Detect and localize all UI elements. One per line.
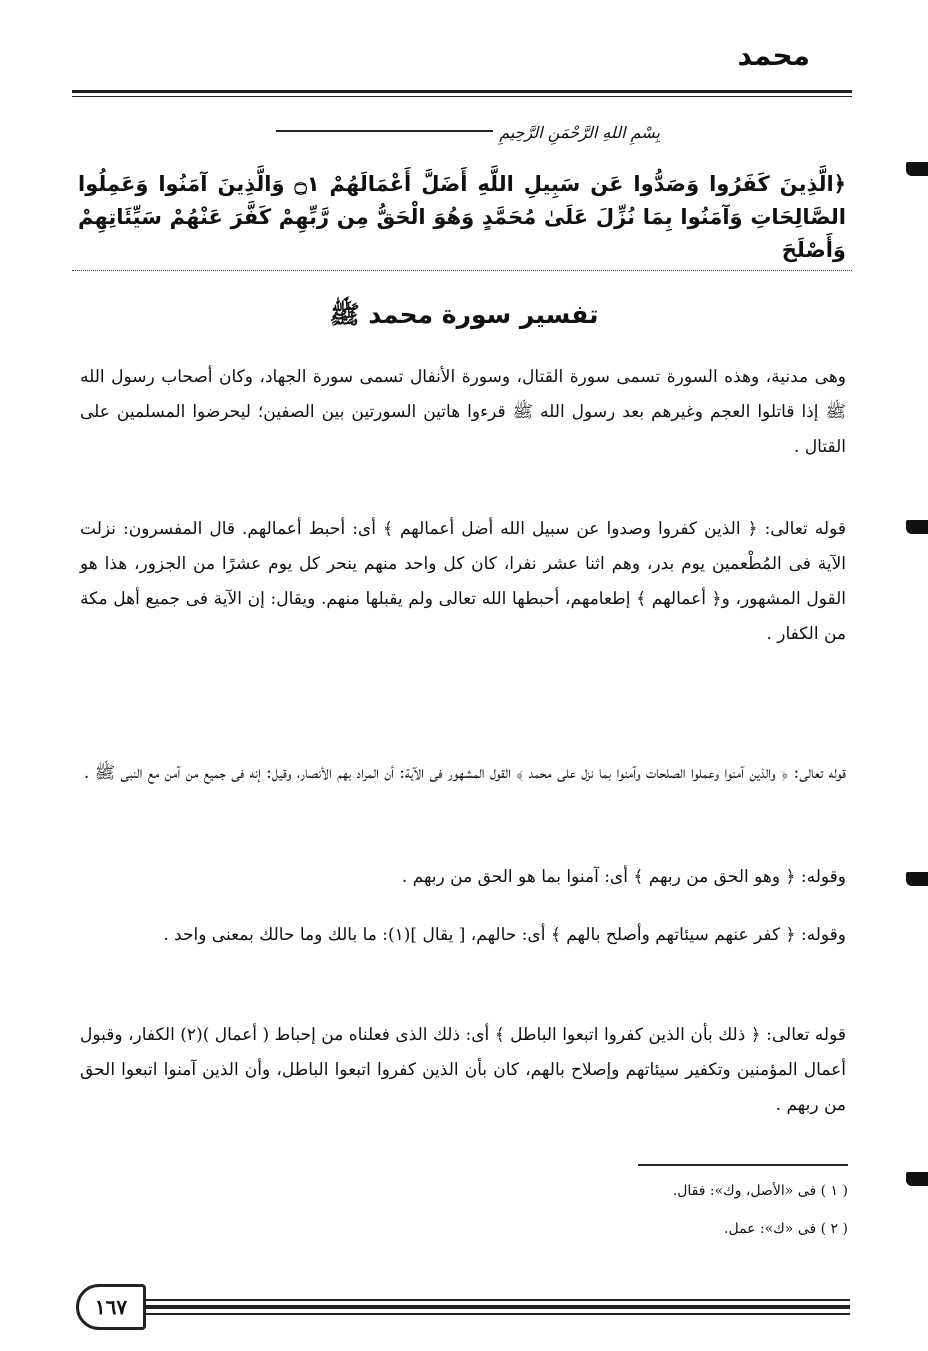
paragraph-verse-3: قوله تعالى: ﴿ ذلك بأن الذين كفروا اتبعوا الباطل ﴾ أى: ذلك الذى فعلناه من إحباط ( أعمال )(٢) الكفار، وقبول أعمال المؤمنين وتكفير سيئاتهم وإصلاح بالهم، كان بأن الذين كفروا اتبعوا الباطل، وأن الذين آمنوا اتبعوا الحق من ربهم . [80, 1025, 847, 1115]
paragraph-verse-2: قوله تعالى: ﴿ والذين آمنوا وعملوا الصلحات وآمنوا بما نزل على محمد ﴾ القول المشهور فى الآية: أن المراد بهم الأنصار، وقيل: إنه فى جميع من آمن مع النبى ﷺ . [83, 763, 846, 783]
quran-verse-block: ﴿الَّذِينَ كَفَرُوا وَصَدُّوا عَن سَبِيلِ اللَّهِ أَضَلَّ أَعْمَالَهُمْ ۝١ وَالَّذِينَ آمَنُوا وَعَمِلُوا الصَّالِحَاتِ وَآمَنُوا بِمَا نُزِّلَ عَلَىٰ مُحَمَّدٍ وَهُوَ الْحَقُّ مِن رَّبِّهِمْ كَفَّرَ عَنْهُمْ سَيِّئَاتِهِمْ وَأَصْلَحَ [78, 172, 846, 262]
footnote-rule [638, 1164, 848, 1166]
basmala-calligraphy [270, 108, 660, 142]
margin-tab-mark [906, 162, 928, 176]
running-header-surah-name: محمد [737, 39, 810, 72]
paragraph-expiation: وقوله: ﴿ كفر عنهم سيئاتهم وأصلح بالهم ﴾ أى: حالهم، [ يقال ](١): ما بالك وما حالك بمعنى واحد . [163, 925, 846, 945]
paragraph-verse-1: قوله تعالى: ﴿ الذين كفروا وصدوا عن سبيل الله أضل أعمالهم ﴾ أى: أحبط أعمالهم. قال المفسرون: نزلت الآية فى المُطْعمين يوم بدر، وهم اثنا عشر نفرا، كان كل واحد منهم ينحر كل يوم عشرًا من الجزور، هذا هو القول المشهور، و﴿ أعمالهم ﴾ إطعامهم، أحبطها الله تعالى ولم يقبلها منهم. ويقال: إن الآية فى جميع أهل مكة من الكفار . [80, 519, 846, 644]
verse-separator-rule [72, 270, 852, 271]
footer-rule-lower [146, 1313, 850, 1315]
margin-tab-mark [906, 1172, 928, 1186]
footnote-2: ( ٢ ) فى «ك»: عمل. [724, 1221, 848, 1237]
margin-tab-mark [906, 872, 928, 886]
basmala-text: بِسْمِ اللهِ الرَّحْمَنِ الرَّحِيمِ [499, 123, 660, 142]
basmala-stroke [276, 130, 493, 132]
paragraph-intro: وهى مدنية، وهذه السورة تسمى سورة القتال، وسورة الأنفال تسمى سورة الجهاد، وكان أصحاب رسول الله ﷺ إذا قاتلوا العجم وغيرهم بعد رسول الله ﷺ قرءوا هاتين السورتين بين الصفين؛ ليحرضوا المسلمين على القتال . [80, 367, 846, 457]
header-rule-thick [72, 90, 852, 93]
page-number: ١٦٧ [94, 1295, 128, 1319]
footer-rule-upper [146, 1299, 850, 1301]
footnote-1: ( ١ ) فى «الأصل، وك»: فقال. [672, 1183, 848, 1199]
footer-rule-middle [146, 1305, 850, 1309]
page-number-badge [76, 1284, 146, 1330]
paragraph-truth: وقوله: ﴿ وهو الحق من ربهم ﴾ أى: آمنوا بما هو الحق من ربهم . [401, 867, 846, 887]
margin-tab-mark [906, 520, 928, 534]
surah-title: تفسير سورة محمد ﷺ [329, 300, 599, 329]
header-rule-thin [72, 96, 852, 97]
